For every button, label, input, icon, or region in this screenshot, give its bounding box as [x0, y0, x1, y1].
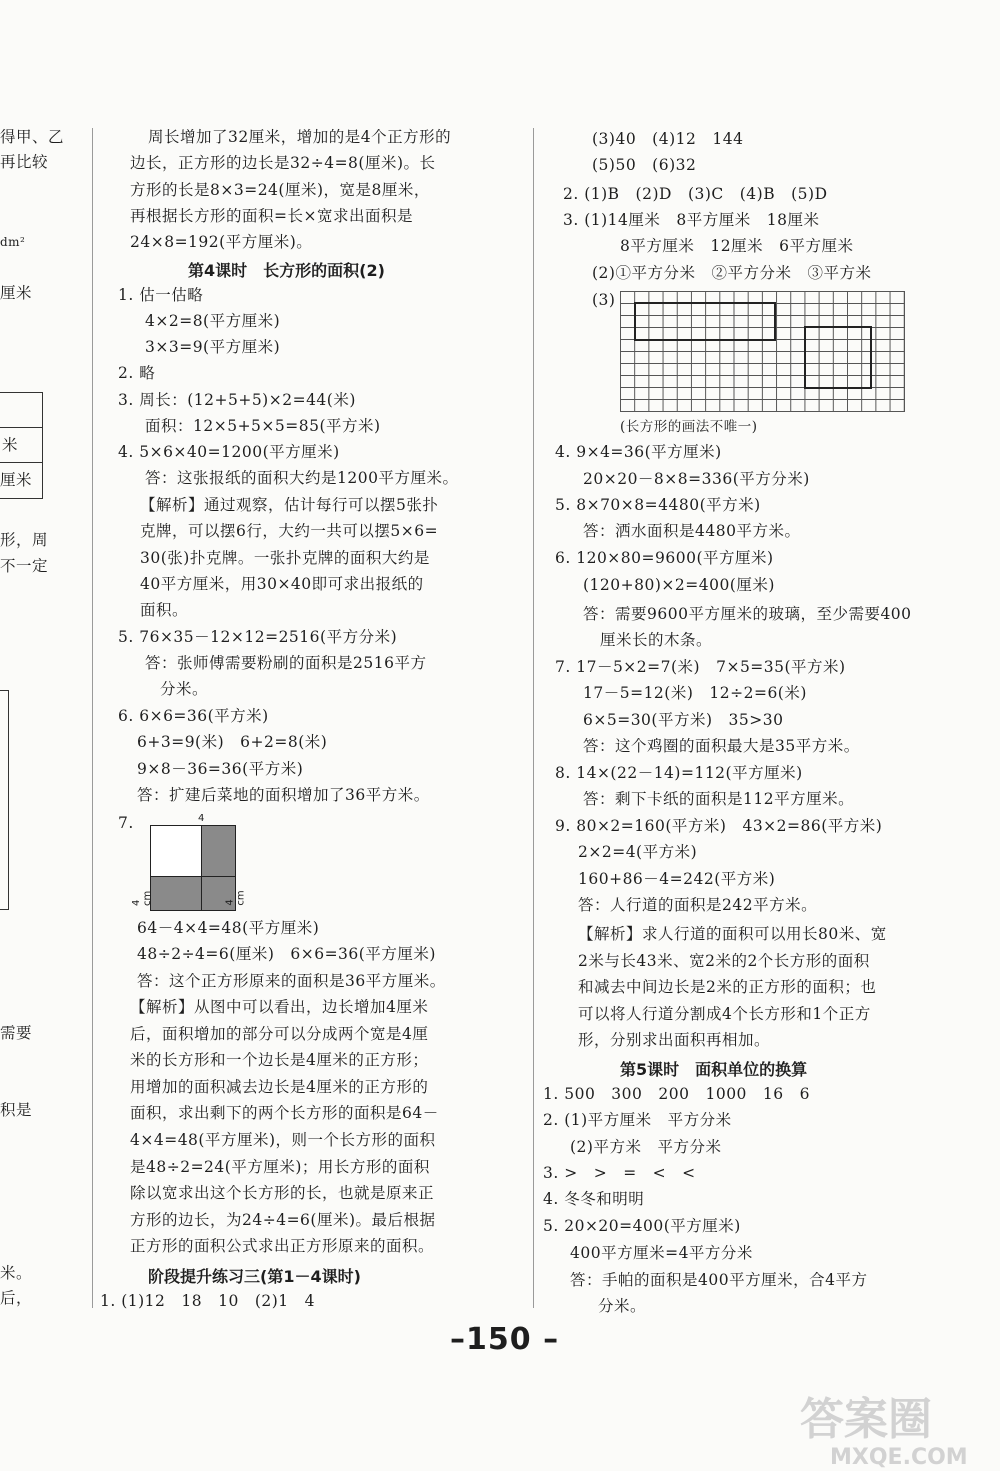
text-line: (2)平方米 平方分米: [570, 1138, 722, 1156]
drawn-rectangle-2: [804, 326, 872, 389]
table-cell: 米: [2, 436, 19, 454]
original-square: [150, 825, 202, 877]
text-line: 2. (1)平方厘米 平方分米: [543, 1111, 732, 1129]
text-line: 答：洒水面积是4480平方米。: [583, 522, 801, 540]
text-line: 4×4=48(平方厘米)，则一个长方形的面积: [130, 1131, 436, 1149]
text-line: 答：张师傅需要粉刷的面积是2516平方: [145, 654, 427, 672]
text-line: 4. 9×4=36(平方厘米): [555, 443, 722, 461]
figure-label-top: 4: [198, 813, 205, 824]
text-line: (2)①平方分米 ②平方分米 ③平方米: [592, 264, 872, 282]
text-line: 和减去中间边长是2米的正方形的面积；也: [578, 978, 877, 996]
left-fragment: 不一定: [0, 557, 49, 575]
text-line: 方形的长是8×3=24(厘米)，宽是8厘米，: [130, 181, 430, 199]
text-line: 1. 估一估略: [118, 286, 204, 304]
text-line: 米的长方形和一个边长是4厘米的正方形；: [130, 1051, 429, 1069]
text-line: 2×2=4(平方米): [578, 843, 698, 861]
watermark-logo: [800, 1395, 968, 1470]
text-line: 分米。: [598, 1297, 647, 1315]
left-fragment: 再比较: [0, 153, 49, 171]
table-row: [0, 428, 42, 463]
text-line: (5)50 (6)32: [592, 156, 697, 174]
table-row: [0, 463, 42, 497]
watermark-main: 答案圈: [800, 1394, 932, 1445]
text-line: 答：这个鸡圈的面积最大是35平方米。: [583, 737, 860, 755]
text-line: 24×8=192(平方厘米)。: [130, 233, 313, 251]
text-line: 面积：12×5+5×5=85(平方米): [145, 417, 381, 435]
text-line: 4×2=8(平方厘米): [145, 312, 281, 330]
text-line: 3. (1)14厘米 8平方厘米 18厘米: [563, 211, 820, 229]
text-line: 3×3=9(平方厘米): [145, 338, 281, 356]
text-line: 8. 14×(22－14)=112(平方厘米): [555, 764, 803, 782]
text-line: 再根据长方形的面积=长×宽求出面积是: [130, 207, 413, 225]
square-grid: [620, 291, 905, 412]
left-fragment: 后，: [0, 1289, 33, 1307]
text-line: 答：剩下卡纸的面积是112平方厘米。: [583, 790, 855, 808]
text-line: 厘米长的木条。: [600, 631, 713, 649]
table-row: [0, 393, 42, 428]
text-line: 2. 略: [118, 364, 156, 382]
text-line: 7.: [118, 814, 134, 832]
text-line: 7. 17－5×2=7(米) 7×5=35(平方米): [555, 658, 846, 676]
text-line: (3): [592, 291, 616, 309]
column-divider-left: [92, 128, 93, 1308]
text-line: 用增加的面积减去边长是4厘米的正方形的: [130, 1078, 429, 1096]
text-line: 48÷2÷4=6(厘米) 6×6=36(平方厘米): [137, 945, 436, 963]
text-line: 方形的边长，为24÷4=6(厘米)。最后根据: [130, 1211, 436, 1229]
text-line: 【解析】通过观察，估计每行可以摆5张扑: [140, 496, 439, 514]
text-line: (3)40 (4)12 144: [592, 130, 744, 148]
table-cell: 厘米: [0, 471, 33, 489]
text-line: 后，面积增加的部分可以分成两个宽是4厘: [130, 1025, 429, 1043]
left-fragment: 积是: [0, 1101, 33, 1119]
text-line: 正方形的面积公式求出正方形原来的面积。: [130, 1237, 435, 1255]
text-line: 答：扩建后菜地的面积增加了36平方米。: [137, 786, 430, 804]
text-line: 4. 冬冬和明明: [543, 1190, 645, 1208]
left-fragment: 需要: [0, 1024, 33, 1042]
text-line: 面积，求出剩下的两个长方形的面积是64－: [130, 1104, 439, 1122]
partial-figure: [0, 690, 9, 910]
section-heading: 阶段提升练习三(第1－4课时): [148, 1267, 361, 1286]
text-line: 答：人行道的面积是242平方米。: [578, 896, 818, 914]
text-line: 9×8－36=36(平方米): [137, 760, 304, 778]
text-line: (120+80)×2=400(厘米): [583, 576, 775, 594]
partial-table: [0, 392, 43, 499]
text-line: 3. > > = < <: [543, 1164, 696, 1182]
text-line: 2米与长43米、宽2米的2个长方形的面积: [578, 952, 870, 970]
left-fragment: 形，周: [0, 531, 49, 549]
added-strip-bottom: [150, 876, 202, 911]
text-line: 160+86－4=242(平方米): [578, 870, 776, 888]
text-line: 答：手帕的面积是400平方厘米，合4平方: [570, 1271, 868, 1289]
section-heading: 第5课时 面积单位的换算: [620, 1060, 808, 1079]
text-line: 是48÷2=24(平方厘米)；用长方形的面积: [130, 1158, 430, 1176]
column-divider-right: [533, 128, 534, 1308]
text-line: 【解析】从图中可以看出，边长增加4厘米: [130, 998, 429, 1016]
text-line: 9. 80×2=160(平方米) 43×2=86(平方米): [555, 817, 883, 835]
text-line: (长方形的画法不唯一): [620, 419, 758, 435]
left-fragment: 得甲、乙: [0, 128, 65, 146]
text-line: 除以宽求出这个长方形的长，也就是原来正: [130, 1184, 435, 1202]
text-line: 17－5=12(米) 12÷2=6(米): [583, 684, 807, 702]
drawn-rectangle-1: [634, 302, 776, 341]
text-line: 6+3=9(米) 6+2=8(米): [137, 733, 328, 751]
text-line: 3. 周长：(12+5+5)×2=44(米): [118, 391, 356, 409]
left-fragment: 米。: [0, 1264, 33, 1282]
text-line: 5. 20×20=400(平方厘米): [543, 1217, 741, 1235]
text-line: 答：需要9600平方厘米的玻璃，至少需要400: [583, 605, 912, 623]
text-line: 面积。: [140, 601, 189, 619]
figure-label-left: 4 cm: [131, 890, 153, 906]
section-heading: 第4课时 长方形的面积(2): [188, 261, 385, 280]
text-line: 答：这个正方形原来的面积是36平方厘米。: [137, 972, 446, 990]
text-line: 克牌，可以摆6行，大约一共可以摆5×6=: [140, 522, 439, 540]
text-line: 形，分别求出面积再相加。: [578, 1031, 771, 1049]
left-fragment: dm²: [0, 235, 26, 249]
text-line: 【解析】求人行道的面积可以用长80米、宽: [578, 925, 887, 943]
left-fragment: 厘米: [0, 284, 33, 302]
watermark-url: MXQE.COM: [830, 1445, 968, 1470]
text-line: 周长增加了32厘米，增加的是4个正方形的: [148, 128, 452, 146]
text-line: 5. 8×70×8=4480(平方米): [555, 496, 761, 514]
text-line: 分米。: [160, 680, 209, 698]
text-line: 1. 500 300 200 1000 16 6: [543, 1085, 811, 1103]
text-line: 64－4×4=48(平方厘米): [137, 919, 320, 937]
text-line: 400平方厘米=4平方分米: [570, 1244, 753, 1262]
text-line: 20×20－8×8=336(平方分米): [583, 470, 810, 488]
text-line: 答：这张报纸的面积大约是1200平方厘米。: [145, 469, 459, 487]
text-line: 6. 6×6=36(平方米): [118, 707, 269, 725]
text-line: 2. (1)B (2)D (3)C (4)B (5)D: [563, 185, 828, 203]
text-line: 30(张)扑克牌。一张扑克牌的面积大约是: [140, 549, 430, 567]
text-line: 5. 76×35－12×12=2516(平方分米): [118, 628, 398, 646]
figure-label-right: 4 cm: [224, 890, 247, 906]
page-number: –150 –: [450, 1322, 560, 1357]
text-line: 40平方厘米，用30×40即可求出报纸的: [140, 575, 424, 593]
text-line: 1. (1)12 18 10 (2)1 4: [100, 1292, 316, 1310]
text-line: 可以将人行道分割成4个长方形和1个正方: [578, 1005, 871, 1023]
text-line: 6. 120×80=9600(平方厘米): [555, 549, 774, 567]
text-line: 6×5=30(平方米) 35>30: [583, 711, 784, 729]
text-line: 边长，正方形的边长是32÷4=8(厘米)。长: [130, 154, 436, 172]
added-strip-right: [201, 825, 236, 877]
text-line: 8平方厘米 12厘米 6平方厘米: [620, 237, 854, 255]
text-line: 4. 5×6×40=1200(平方厘米): [118, 443, 340, 461]
